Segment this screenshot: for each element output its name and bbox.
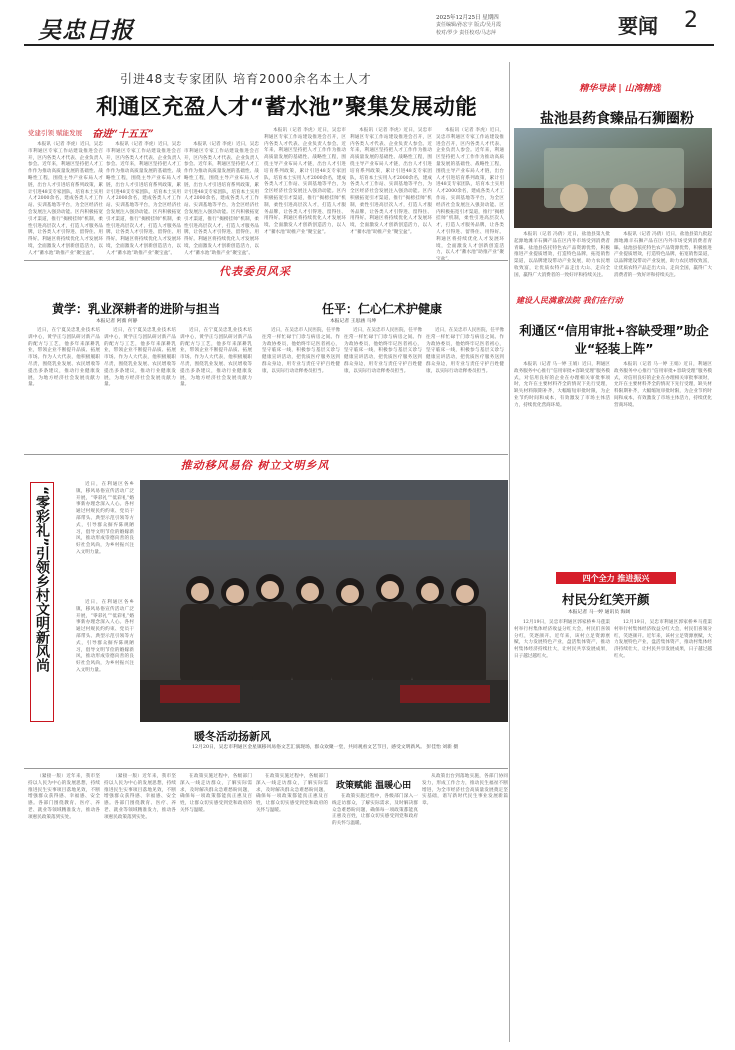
masthead — [0, 0, 735, 44]
lead-headline: 利通区充盈人才“蓄水池”聚集发展动能 — [96, 95, 478, 120]
lead-tag — [28, 127, 252, 138]
linkage-body-col-1: 本报讯（记者 马一婷 王娟）近日，利通区政务服务中心推行“信用审批+容缺受理”服务模式，对信用良好的企业在办理相关审批事项时，允许在主要材料齐全的情况下先行受理，缺失材料限期补齐，大幅缩短审批时限，为企业节约时间和成本，有效激发了市场主体活力，持续优化营商环境。 — [514, 362, 610, 408]
committee-left-byline: 本报记者 阿薇 何静 — [96, 319, 138, 324]
lead-kicker: 引进48支专家团队 培育2000余名本土人才 — [120, 72, 372, 86]
yifeng-body-col-2: 近日，在利通区各乡镇，移风易俗宣传活动广泛开展，“零彩礼”“低彩礼”婚事新办理念深入人心。各村通过村规民约约束、党员干部带头、典型示范引领等方式，引导群众摒弃陈规陋习，倡导文明节俭的婚嫁新风，推动形成崇德向善的良好社会风尚，为乡村振兴注入文明力量。 — [76, 600, 134, 673]
lead-body-col-4: 本报讯（记者 李虎）近日，吴忠市利通区专家工作站建设推进会召开，区内各类人才代表、企业负责人参会。近年来，利通区坚持把人才工作作为推动高质量发展的基础性、战略性工程，围绕主导产业布局人才链，出台人才引进培育系列政策，累计引进48支专家团队，培育本土实用人才2000余名，建成各类人才工作站、实训基地等平台，为全区经济社会发展注入强劲动能。区内积极拓宽引才渠道，推行“揭榜挂帅”机制，柔性引进高层次人才，打造人才服务品牌，让各类人才引得进、留得住、用得好。利通区将持续优化人才发展环境，全面激发人才创新创造活力，以人才“蓄水池”助推产业“聚宝盆”。 — [264, 128, 346, 235]
yifeng-bottom-rule — [24, 768, 508, 769]
bottom-mid-col: 在政策实施过程中，各级部门深入一线走访群众，了解实际需求，及时解决群众急难愁盼问题，确保每一项政策都能真正惠及百姓，让群众切实感受到党和政府的关怀与温暖。 — [332, 794, 418, 827]
bottom-left-col-3: 在政策实施过程中，各级部门深入一线走访群众，了解实际需求，及时解决群众急难愁盼问题，确保每一项政策都能真正惠及百姓，让群众切实感受到党和政府的关怀与温暖。 — [180, 774, 252, 813]
yifeng-vertical-title: “零彩礼”引领乡村文明新风尚 — [30, 482, 54, 722]
yifeng-caption: 12月20日，吴忠市利通区金星镇移风易俗文艺汇演现场，群众欢聚一堂，共同观看文艺节目，感受文明新风。 彭佳怡 刘新 摄 — [192, 745, 459, 750]
village-title: 村民分红笑开颜 — [562, 592, 650, 607]
committee-banner — [150, 264, 360, 278]
heart-photo-image — [514, 128, 712, 228]
committee-left-col-2: 近日，在宁夏吴忠乳业技术培训中心，黄学正与团队研讨新产品的配方与工艺，他多年来深耕乳业，带领企业不断提升品质、拓展市场。作为人大代表，他积极履职尽责，围绕乳业发展、农民增收等提出多条建议，推动行业健康发展，为地方经济社会发展贡献力量。 — [104, 328, 176, 388]
village-badge-text: 四个全力 推进振兴 — [582, 573, 650, 583]
heart-photo — [514, 128, 712, 228]
masthead-proof: 校对/罗少 责任校对/马志萍 — [436, 30, 496, 36]
committee-left-col-1: 近日，在宁夏吴忠乳业技术培训中心，黄学正与团队研讨新产品的配方与工艺，他多年来深耕乳业，带领企业不断提升品质、拓展市场。作为人大代表，他积极履职尽责，围绕乳业发展、农民增收等提出多条建议，推动行业健康发展，为地方经济社会发展贡献力量。 — [28, 328, 100, 388]
committee-right-col-3: 近日，在吴忠市人民医院，任平像往常一样忙碌于门诊与病房之间。作为政协委员，他始终牢记医者初心，坚守临床一线，积极参与基层义诊与健康宣讲活动，把优质医疗服务送到群众身边，用专业与责任守护百姓健康，以实际行动诠释委员担当。 — [426, 328, 504, 374]
yifeng-caption-title: 暖冬活动扬新风 — [194, 730, 271, 743]
yifeng-banner — [150, 458, 360, 472]
bottom-sub-title: 政策赋能 温暖心田 — [336, 781, 412, 791]
village-body-col-2: 12月19日，吴忠市利通区郭家桥乡马莲渠村举行村集体经济收益分红大会，村民们喜领分红，笑逐颜开。近年来，该村立足资源禀赋，大力发展特色产业，盘活集体资产，推动村集体经济持续壮大，让村民共享发展成果，日子越过越红火。 — [614, 620, 712, 659]
bottom-right-col: 从政策出台到落地实施，各部门协同发力，形成工作合力，推动民生福祉不断增进，为全市经济社会高质量发展奠定坚实基础，谱写新时代民生事业发展新篇章。 — [422, 774, 508, 807]
committee-left-title: 黄学：乳业深耕者的进阶与担当 — [52, 302, 221, 316]
linkage-title: 利通区“信用审批+容缺受理”助企业“轻装上阵” — [519, 323, 709, 356]
heart-badge-text: 精华导读 | 山湾精选 — [579, 83, 661, 94]
lead-tag-highlight: 奋进“十五五” — [92, 129, 154, 140]
lead-body-col-3: 本报讯（记者 李虎）近日，吴忠市利通区专家工作站建设推进会召开，区内各类人才代表、企业负责人参会。近年来，利通区坚持把人才工作作为推动高质量发展的基础性、战略性工程，围绕主导产业布局人才链，出台人才引进培育系列政策，累计引进48支专家团队，培育本土实用人才2000余名，建成各类人才工作站、实训基地等平台，为全区经济社会发展注入强劲动能。区内积极拓宽引才渠道，推行“揭榜挂帅”机制，柔性引进高层次人才，打造人才服务品牌，让各类人才引得进、留得住、用得好。利通区将持续优化人才发展环境，全面激发人才创新创造活力，以人才“蓄水池”助推产业“聚宝盆”。 — [184, 142, 259, 256]
village-body-col-1: 12月19日，吴忠市利通区郭家桥乡马莲渠村举行村集体经济收益分红大会，村民们喜领分红，笑逐颜开。近年来，该村立足资源禀赋，大力发展特色产业，盘活集体资产，推动村集体经济持续壮大，让村民共享发展成果，日子越过越红火。 — [514, 620, 610, 659]
yifeng-photo — [140, 480, 508, 722]
right-vertical-rule — [509, 62, 510, 1042]
bottom-left-col-1: （紧接一版）近年来，我市坚持以人民为中心的发展思想，持续推进民生实事项目落地见效，不断增强群众获得感、幸福感、安全感。各部门围绕教育、医疗、养老、就业等领域精准发力，推动各项惠民政策落到实处。 — [28, 774, 100, 820]
linkage-body-col-2: 本报讯（记者 马一婷 王娟）近日，利通区政务服务中心推行“信用审批+容缺受理”服务模式，对信用良好的企业在办理相关审批事项时，允许在主要材料齐全的情况下先行受理，缺失材料限期补齐，大幅缩短审批时限，为企业节约时间和成本，有效激发了市场主体活力，持续优化营商环境。 — [614, 362, 712, 408]
heart-badge — [530, 80, 710, 94]
page-number: 2 — [684, 8, 698, 33]
committee-right-byline: 本报记者 王思涵 马坤 — [330, 319, 377, 324]
lead-body-col-1: 本报讯（记者 李虎）近日，吴忠市利通区专家工作站建设推进会召开，区内各类人才代表、企业负责人参会。近年来，利通区坚持把人才工作作为推动高质量发展的基础性、战略性工程，围绕主导产业布局人才链，出台人才引进培育系列政策，累计引进48支专家团队，培育本土实用人才2000余名，建成各类人才工作站、实训基地等平台，为全区经济社会发展注入强劲动能。区内积极拓宽引才渠道，推行“揭榜挂帅”机制，柔性引进高层次人才，打造人才服务品牌，让各类人才引得进、留得住、用得好。利通区将持续优化人才发展环境，全面激发人才创新创造活力，以人才“蓄水池”助推产业“聚宝盆”。 — [28, 142, 103, 256]
heart-body-col-1: 本报讯（记者 冯倩）近日，盐池县第九批起源地滩羊石狮产品在区内外市场受到消费者青睐。盐池县依托特色农产品资源优势，积极推进产业提质增效，打造特色品牌，拓宽销售渠道，以品牌建设带动产业发展，助力农民增收致富，让优质农特产品走出大山、走向全国，赢得广大消费者的一致好评和持续关注。 — [514, 232, 610, 278]
committee-bottom-rule — [24, 454, 508, 455]
yifeng-photo-image — [140, 480, 508, 722]
yifeng-body-col-1: 近日，在利通区各乡镇，移风易俗宣传活动广泛开展，“零彩礼”“低彩礼”婚事新办理念深入人心。各村通过村规民约约束、党员干部带头、典型示范引领等方式，引导群众摒弃陈规陋习，倡导文明节俭的婚嫁新风，推动形成崇德向善的良好社会风尚，为乡村振兴注入文明力量。 — [76, 482, 134, 555]
lead-body-col-6: 本报讯（记者 李虎）近日，吴忠市利通区专家工作站建设推进会召开，区内各类人才代表、企业负责人参会。近年来，利通区坚持把人才工作作为推动高质量发展的基础性、战略性工程，围绕主导产业布局人才链，出台人才引进培育系列政策，累计引进48支专家团队，培育本土实用人才2000余名，建成各类人才工作站、实训基地等平台，为全区经济社会发展注入强劲动能。区内积极拓宽引才渠道，推行“揭榜挂帅”机制，柔性引进高层次人才，打造人才服务品牌，让各类人才引得进、留得住、用得好。利通区将持续优化人才发展环境，全面激发人才创新创造活力，以人才“蓄水池”助推产业“聚 — [436, 128, 504, 256]
committee-right-title: 任平：仁心仁术护健康 — [322, 302, 443, 316]
committee-banner-text: 代表委员风采 — [219, 265, 291, 278]
newspaper-title: 吴忠日报 — [38, 17, 134, 44]
bottom-left-col-4: 在政策实施过程中，各级部门深入一线走访群众，了解实际需求，及时解决群众急难愁盼问题，确保每一项政策都能真正惠及百姓，让群众切实感受到党和政府的关怀与温暖。 — [256, 774, 328, 813]
lead-body-col-5: 本报讯（记者 李虎）近日，吴忠市利通区专家工作站建设推进会召开，区内各类人才代表、企业负责人参会。近年来，利通区坚持把人才工作作为推动高质量发展的基础性、战略性工程，围绕主导产业布局人才链，出台人才引进培育系列政策，累计引进48支专家团队，培育本土实用人才2000余名，建成各类人才工作站、实训基地等平台，为全区经济社会发展注入强劲动能。区内积极拓宽引才渠道，推行“揭榜挂帅”机制，柔性引进高层次人才，打造人才服务品牌，让各类人才引得进、留得住、用得好。利通区将持续优化人才发展环境，全面激发人才创新创造活力，以人才“蓄水池”助推产业“聚宝盆”。 — [350, 128, 432, 235]
yifeng-banner-text: 推动移风易俗 树立文明乡风 — [180, 459, 330, 472]
page-section-label: 要闻 — [618, 14, 658, 38]
heart-body-col-2: 本报讯（记者 冯倩）近日，盐池县第九批起源地滩羊石狮产品在区内外市场受到消费者青睐。盐池县依托特色农产品资源优势，积极推进产业提质增效，打造特色品牌，拓宽销售渠道，以品牌建设带动产业发展，助力农民增收致富，让优质农特产品走出大山、走向全国，赢得广大消费者的一致好评和持续关注。 — [614, 232, 712, 278]
village-badge — [556, 572, 676, 584]
masthead-editor: 责任编辑/孙宏宇 版式/吴月霞 — [436, 22, 501, 28]
heart-title: 盐池县药食臻品石狮圈粉 — [540, 111, 694, 127]
masthead-date: 2025年12月25日 星期四 — [436, 15, 499, 21]
masthead-rule — [24, 44, 714, 46]
linkage-badge-text: 建设人民满意法院 我们在行动 — [516, 295, 623, 305]
lead-bottom-rule — [24, 260, 508, 261]
committee-right-col-1: 近日，在吴忠市人民医院，任平像往常一样忙碌于门诊与病房之间。作为政协委员，他始终牢记医者初心，坚守临床一线，积极参与基层义诊与健康宣讲活动，把优质医疗服务送到群众身边，用专业与责任守护百姓健康，以实际行动诠释委员担当。 — [262, 328, 340, 374]
linkage-badge — [516, 294, 712, 306]
lead-body-col-2: 本报讯（记者 李虎）近日，吴忠市利通区专家工作站建设推进会召开，区内各类人才代表、企业负责人参会。近年来，利通区坚持把人才工作作为推动高质量发展的基础性、战略性工程，围绕主导产业布局人才链，出台人才引进培育系列政策，累计引进48支专家团队，培育本土实用人才2000余名，建成各类人才工作站、实训基地等平台，为全区经济社会发展注入强劲动能。区内积极拓宽引才渠道，推行“揭榜挂帅”机制，柔性引进高层次人才，打造人才服务品牌，让各类人才引得进、留得住、用得好。利通区将持续优化人才发展环境，全面激发人才创新创造活力，以人才“蓄水池”助推产业“聚宝盆”。 — [106, 142, 181, 256]
bottom-left-col-2: （紧接一版）近年来，我市坚持以人民为中心的发展思想，持续推进民生实事项目落地见效，不断增强群众获得感、幸福感、安全感。各部门围绕教育、医疗、养老、就业等领域精准发力，推动各项惠民政策落到实处。 — [104, 774, 176, 820]
village-byline: 本报记者 马一婷 通讯员 海阔 — [568, 610, 631, 615]
lead-tag-left: 党建引领 赋能发展 — [28, 129, 83, 137]
committee-left-col-3: 近日，在宁夏吴忠乳业技术培训中心，黄学正与团队研讨新产品的配方与工艺，他多年来深耕乳业，带领企业不断提升品质、拓展市场。作为人大代表，他积极履职尽责，围绕乳业发展、农民增收等提出多条建议，推动行业健康发展，为地方经济社会发展贡献力量。 — [180, 328, 252, 388]
committee-right-col-2: 近日，在吴忠市人民医院，任平像往常一样忙碌于门诊与病房之间。作为政协委员，他始终牢记医者初心，坚守临床一线，积极参与基层义诊与健康宣讲活动，把优质医疗服务送到群众身边，用专业与责任守护百姓健康，以实际行动诠释委员担当。 — [344, 328, 422, 374]
